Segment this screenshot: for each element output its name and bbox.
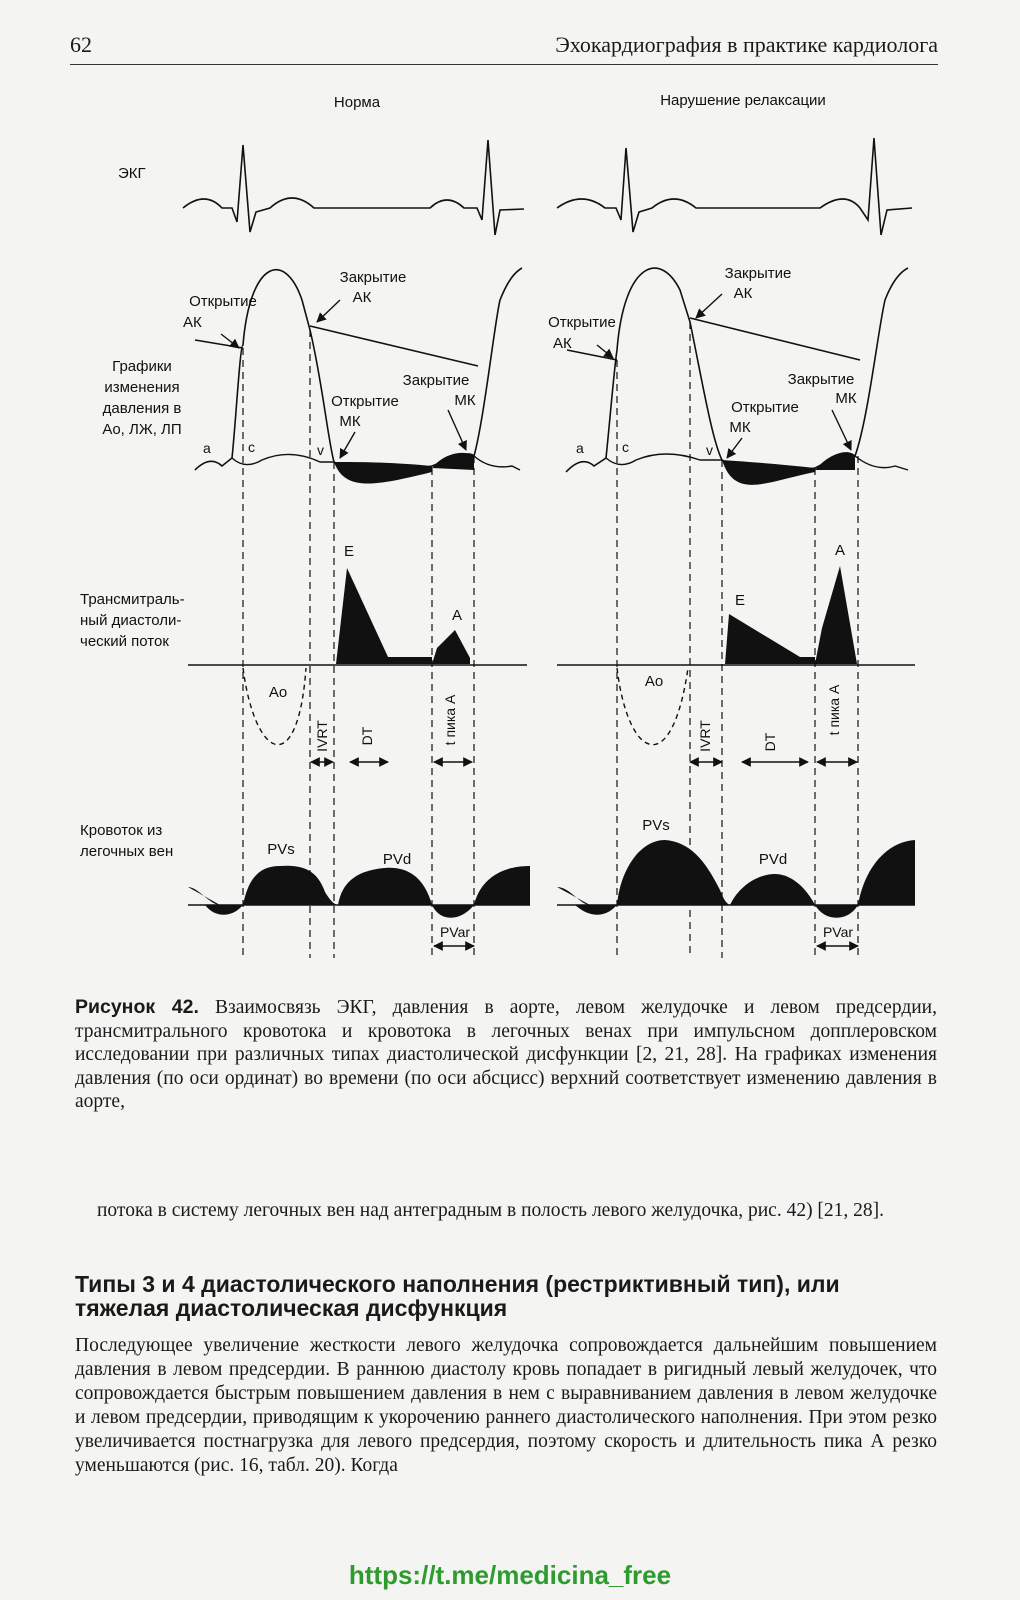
pvs-label: PVs xyxy=(267,841,295,858)
pressure-panel-impaired xyxy=(548,265,908,485)
mv-open-label-b: Открытие xyxy=(731,399,799,416)
mitral-flow-impaired xyxy=(557,542,915,745)
svg-text:Графики: Графики xyxy=(112,358,172,375)
peak-a-label: A xyxy=(451,607,463,624)
svg-text:давления в: давления в xyxy=(102,400,182,417)
ecg-trace-normal xyxy=(183,140,524,235)
mv-close-label-2: МК xyxy=(454,392,476,409)
ecg-label: ЭКГ xyxy=(118,165,146,182)
intervals-normal xyxy=(311,694,472,762)
av-close-label: Закрытие xyxy=(339,269,407,286)
mv-close-label-b: Закрытие xyxy=(787,371,855,388)
svg-text:Ао, ЛЖ, ЛП: Ао, ЛЖ, ЛП xyxy=(102,421,182,438)
pressure-row-label xyxy=(102,358,181,438)
av-open-label: Открытие xyxy=(189,293,257,310)
peak-e-label-2: E xyxy=(734,592,746,609)
wave-v-label: v xyxy=(317,442,324,458)
pvd-label: PVd xyxy=(382,851,412,868)
footer-link[interactable]: https://t.me/medicina_free xyxy=(348,1560,672,1590)
mv-close-label: Закрытие xyxy=(402,372,470,389)
wave-c-label: c xyxy=(248,439,255,455)
pvar-label: PVar xyxy=(439,924,471,940)
svg-text:Трансмитраль-: Трансмитраль- xyxy=(80,591,185,608)
body-paragraph: Последующее увеличение жесткости левого желудочка сопровождается дальнейшим повышением давления в левом предсердии. В раннюю диастолу кровь попадает в ригидный левый желудочек, что сопровождается быстрым повышением давления в нем с выравниванием давления в левом желудочке и левом предсердии, приводящим к укорочению раннего диастолического наполнения. При этом резко увеличивается постнагрузка для левого предсердия, поэтому скорость и длительность пика А резко уменьшаются (рис. 16, табл. 20). Когда xyxy=(75,1335,937,1476)
svg-text:ческий поток: ческий поток xyxy=(80,633,169,650)
mv-open-label-b2: МК xyxy=(729,419,751,436)
wave-a-label: a xyxy=(203,440,211,456)
av-close-label-b: Закрытие xyxy=(724,265,792,282)
col-normal-title: Норма xyxy=(333,94,381,111)
ecg-trace-impaired xyxy=(557,138,912,235)
dt-label: DT xyxy=(359,726,375,746)
svg-text:ный диастоли-: ный диастоли- xyxy=(80,612,182,629)
svg-text:изменения: изменения xyxy=(104,379,180,396)
ao-label: Ao xyxy=(268,684,288,701)
av-open-label-b2: АК xyxy=(553,335,572,352)
pulm-flow-normal xyxy=(188,841,530,946)
av-open-label-2: АК xyxy=(183,314,202,331)
mv-open-label-2: МК xyxy=(339,413,361,430)
col-impaired-title: Нарушение релаксации xyxy=(660,92,826,109)
figure-42 xyxy=(0,70,1020,970)
pulm-flow-impaired xyxy=(557,817,915,946)
wave-a-label-2: a xyxy=(576,440,584,456)
intervals-impaired xyxy=(690,684,857,762)
ao-label-2: Ao xyxy=(644,673,664,690)
figure-caption xyxy=(75,996,937,1114)
pvar-label-2: PVar xyxy=(822,924,854,940)
svg-text:легочных вен: легочных вен xyxy=(80,843,174,860)
av-close-label-2: АК xyxy=(352,289,372,306)
mitral-flow-normal xyxy=(188,543,527,745)
pvd-label-2: PVd xyxy=(758,851,788,868)
t-peak-a-label-2: t пика А xyxy=(826,684,842,736)
caption-text: Взаимосвязь ЭКГ, давления в аорте, левом желудочке и левом предсердии, трансмитрального кровотока и кровотока в легочных венах при импульсном допплеровском исследовании при различных типах диастолической дисфункции [2, 21, 28]. На графиках изменения давления (по оси ординат) во времени (по оси абсцисс) верхний соответствует изменению давления в аорте, xyxy=(75,997,937,1112)
mv-close-label-b2: МК xyxy=(835,390,857,407)
ivrt-label: IVRT xyxy=(314,720,330,752)
page-number: 62 xyxy=(70,32,92,57)
dt-label-2: DT xyxy=(762,732,778,752)
pressure-panel-normal xyxy=(183,268,522,484)
mitral-row-label xyxy=(80,591,185,650)
continuation-paragraph: потока в систему легочных вен над антеградным в полость левого желудочка, рис. 42) [21, 28]. xyxy=(97,1200,885,1221)
wave-v-label-2: v xyxy=(706,442,713,458)
pvs-label-2: PVs xyxy=(642,817,670,834)
running-title: Эхокардиография в практике кардиолога xyxy=(555,32,938,57)
av-open-label-b: Открытие xyxy=(548,314,616,331)
pulm-row-label xyxy=(80,822,173,860)
ivrt-label-2: IVRT xyxy=(697,720,713,752)
peak-e-label: E xyxy=(343,543,355,560)
t-peak-a-label: t пика А xyxy=(442,694,458,746)
av-close-label-b2: АК xyxy=(733,285,753,302)
svg-text:Кровоток из: Кровоток из xyxy=(80,822,163,839)
peak-a-label-2: A xyxy=(834,542,846,559)
caption-label: Рисунок 42. xyxy=(75,996,199,1018)
mv-open-label: Открытие xyxy=(331,393,399,410)
section-heading: Типы 3 и 4 диастолического наполнения (рестриктивный тип), или тяжелая диастолическая дисфункция xyxy=(75,1271,840,1321)
page-header xyxy=(70,32,938,65)
wave-c-label-2: c xyxy=(622,439,629,455)
